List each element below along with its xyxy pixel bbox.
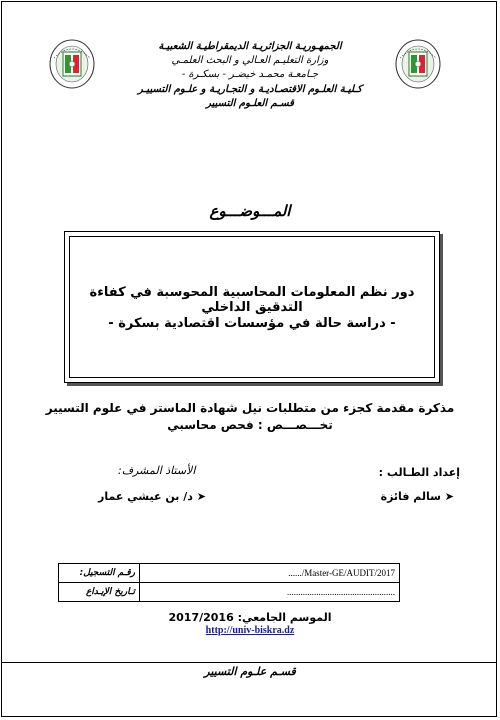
title-box-inner	[69, 236, 435, 378]
registration-table	[58, 563, 400, 602]
supervisor-label: الأستاذ المشرف:	[118, 464, 196, 477]
subject-heading: المـــوضـــوع	[209, 202, 291, 220]
table-row	[59, 564, 400, 583]
header-department: قسـم العلـوم التسيير	[206, 98, 294, 109]
student-name: سالم فائزة	[380, 490, 441, 503]
thesis-title: دور نظم المعلومات المحاسبية المحوسبة في كفاءة التدقيق الداخلي	[89, 285, 415, 315]
supervisor-arrow-icon: ➤	[196, 490, 206, 503]
academic-season: الموسم الجامعي: 2017/2016	[168, 611, 332, 624]
student-name-row	[381, 490, 454, 503]
specialty-line: تخـــصـــص : فحص محاسبي	[167, 418, 333, 432]
header-republic: الجمهـوريـة الجزائريـة الديمقراطيـة الشعبيـة	[158, 41, 342, 52]
header-university: جـامعـة محمـد خيضـر - بسكـرة -	[181, 69, 319, 80]
deposit-date-label: تـاريخ الإيـداع	[59, 583, 140, 602]
student-label: إعداد الطـالب :	[378, 466, 460, 479]
header-faculty: كـليـة العلـوم الاقتصـاديـة و التجـاريـة و علـوم التسييـر	[137, 84, 363, 95]
student-arrow-icon: ➤	[444, 490, 454, 503]
memo-line: مذكرة مقدمة كجزء من متطلبات نيل شهادة الماستر في علوم التسيير	[45, 401, 455, 415]
registration-number-label: رقـم التسجيل:	[59, 564, 140, 583]
deposit-date-value: ................................................	[140, 583, 400, 602]
supervisor-name: د/ بن عيشي عمار	[98, 490, 193, 503]
registration-number-value: ....../Master-GE/AUDIT/2017	[140, 564, 400, 583]
thesis-subtitle: - دراسة حالة في مؤسسات اقتصادية بسكرة -	[108, 316, 396, 331]
footer-department: قسـم علـوم التسيير	[204, 665, 296, 678]
table-row	[59, 583, 400, 602]
university-link[interactable]: http://univ-biskra.dz	[205, 625, 295, 636]
title-box	[64, 231, 440, 383]
supervisor-name-row	[98, 490, 206, 503]
header-ministry: وزارة التعليـم العـالي و البحث العلمـي	[171, 55, 329, 66]
